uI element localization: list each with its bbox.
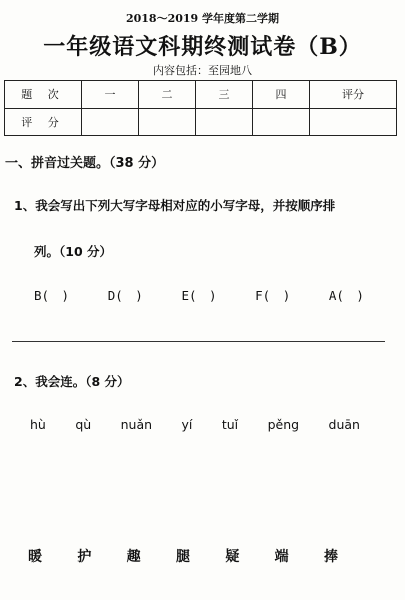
letter-blank-f[interactable]: F( ) — [255, 288, 291, 303]
letter-blank-b[interactable]: B( ) — [34, 288, 70, 303]
letter-blank-e[interactable]: E( ) — [181, 288, 217, 303]
cell-question-label: 题 次 — [5, 81, 82, 109]
pinyin-item[interactable]: hù — [30, 417, 46, 432]
character-item[interactable]: 疑 — [225, 549, 240, 565]
character-row — [28, 546, 338, 566]
question-1-line-1: 1、我会写出下列大写字母相对应的小写字母，并按顺序排 — [14, 198, 336, 213]
pinyin-row — [30, 417, 360, 432]
score-cell-2[interactable] — [139, 108, 196, 136]
answer-line[interactable] — [12, 341, 385, 342]
letter-blank-a[interactable]: A( ) — [328, 288, 364, 303]
pinyin-item[interactable]: pěng — [267, 417, 300, 432]
cell-total-label: 评分 — [310, 81, 397, 109]
content-scope: 内容包括：至园地八 — [153, 64, 252, 77]
score-cell-total[interactable] — [310, 108, 397, 136]
pinyin-item[interactable]: tuǐ — [221, 417, 239, 432]
score-table — [4, 80, 397, 136]
exam-title: 一年级语文科期终测试卷（B） — [43, 34, 362, 60]
score-table-header-row — [5, 81, 397, 109]
character-item[interactable]: 暖 — [28, 549, 42, 565]
pinyin-item[interactable]: yí — [181, 417, 193, 432]
section-1-heading: 一、拼音过关题。（38 分） — [5, 156, 165, 171]
letter-blank-d[interactable]: D( ) — [107, 288, 143, 303]
letter-answer-row — [34, 286, 364, 304]
score-cell-3[interactable] — [196, 108, 253, 136]
pinyin-item[interactable]: duān — [328, 417, 360, 432]
question-2: 2、我会连。（8 分） — [14, 374, 130, 389]
character-item[interactable]: 腿 — [175, 549, 190, 565]
question-1-line-2: 列。（10 分） — [34, 244, 112, 259]
cell-part-2: 二 — [139, 81, 196, 109]
pinyin-item[interactable]: qù — [75, 417, 92, 432]
cell-part-4: 四 — [253, 81, 310, 109]
cell-part-3: 三 — [196, 81, 253, 109]
cell-part-1: 一 — [82, 81, 139, 109]
character-item[interactable]: 端 — [274, 549, 289, 565]
score-cell-1[interactable] — [82, 108, 139, 136]
character-item[interactable]: 护 — [77, 549, 92, 565]
character-item[interactable]: 趣 — [126, 549, 141, 565]
score-cell-4[interactable] — [253, 108, 310, 136]
score-table-score-row — [5, 108, 397, 136]
school-year: 2018～2019 学年度第二学期 — [125, 12, 280, 25]
cell-score-label: 评 分 — [5, 108, 82, 136]
pinyin-item[interactable]: nuǎn — [120, 417, 153, 432]
character-item[interactable]: 捧 — [323, 549, 338, 565]
